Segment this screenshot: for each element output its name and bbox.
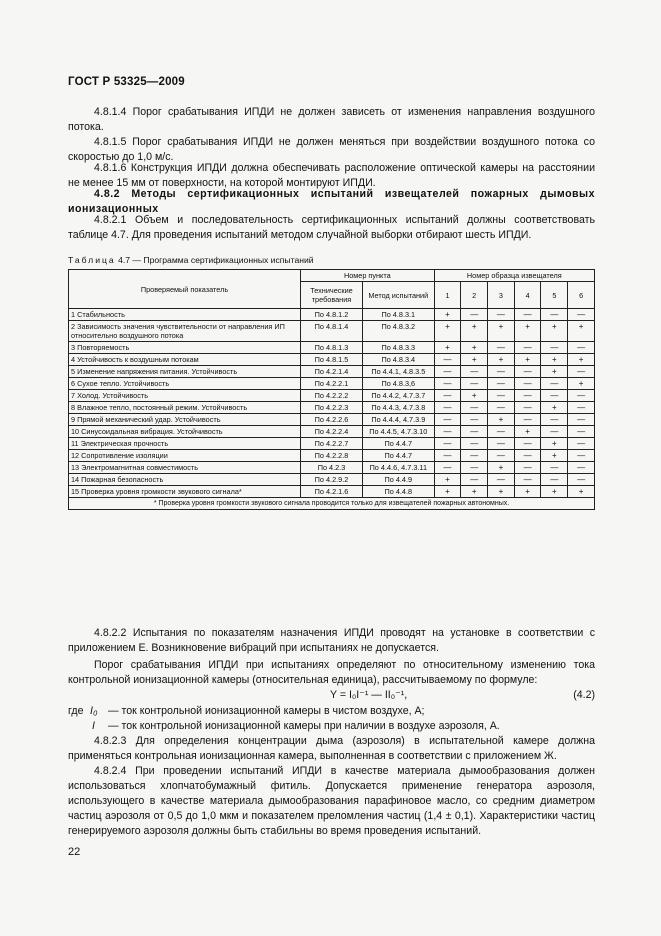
sample-6-mark: — — [568, 342, 595, 354]
paragraph-4-8-1-4: 4.8.1.4 Порог срабатывания ИПДИ не должен зависеть от изменения направления воздушного потока. — [68, 106, 595, 133]
sample-3-mark: + — [488, 462, 515, 474]
certification-program-table — [68, 269, 595, 510]
table-row — [69, 486, 595, 498]
sample-1-mark: — — [434, 426, 461, 438]
sample-4-mark: + — [514, 321, 541, 342]
table-body — [69, 309, 595, 498]
sample-4-mark: — — [514, 438, 541, 450]
sample-6-mark: — — [568, 438, 595, 450]
sample-5-mark: + — [541, 366, 568, 378]
method-clause-cell: По 4.8.3.2 — [362, 321, 434, 342]
indicator-cell: 14 Пожарная безопасность — [69, 474, 301, 486]
sample-3-mark: — — [488, 366, 515, 378]
sample-1-mark: — — [434, 438, 461, 450]
table-row — [69, 474, 595, 486]
sample-3-mark: — — [488, 402, 515, 414]
sample-3-mark: — — [488, 450, 515, 462]
sample-5-mark: + — [541, 354, 568, 366]
col-header-sample-2: 2 — [461, 282, 488, 309]
sample-6-mark: — — [568, 462, 595, 474]
table-row — [69, 354, 595, 366]
sample-6-mark: — — [568, 309, 595, 321]
sample-6-mark: + — [568, 354, 595, 366]
sample-2-mark: + — [461, 321, 488, 342]
paragraph-4-8-2-4: 4.8.2.4 При проведении испытаний ИПДИ в качестве материала дымообразования должен использоваться хлопчатобумажный фитиль. Допускается применение генератора аэрозоля, использующего в качестве материала дымообразования парафиновое масло, со средним диаметром частиц аэрозоля от 0,5 до 1,0 мкм и показателем преломления частиц (1,4 ± 0,1). Характеристики частиц генерируемого аэрозоля должны быть стабильны во время проведения испытаний. — [68, 765, 595, 837]
sample-2-mark: — — [461, 414, 488, 426]
sample-3-mark: — — [488, 378, 515, 390]
sample-2-mark: — — [461, 309, 488, 321]
symbol-i0: I₀ — [90, 705, 98, 717]
method-clause-cell: По 4.8.3.3 — [362, 342, 434, 354]
sample-6-mark: — — [568, 402, 595, 414]
sample-3-mark: + — [488, 321, 515, 342]
method-clause-cell: По 4.4.7 — [362, 438, 434, 450]
table-row — [69, 321, 595, 342]
requirement-clause-cell: По 4.2.2.4 — [300, 426, 362, 438]
sample-1-mark: — — [434, 402, 461, 414]
requirement-clause-cell: По 4.8.1.3 — [300, 342, 362, 354]
sample-5-mark: + — [541, 438, 568, 450]
indicator-cell: 12 Сопротивление изоляции — [69, 450, 301, 462]
requirement-clause-cell: По 4.8.1.5 — [300, 354, 362, 366]
sample-2-mark: — — [461, 378, 488, 390]
sample-4-mark: — — [514, 450, 541, 462]
sample-1-mark: + — [434, 486, 461, 498]
method-clause-cell: По 4.4.2, 4.7.3.7 — [362, 390, 434, 402]
sample-4-mark: — — [514, 309, 541, 321]
indicator-cell: 7 Холод. Устойчивость — [69, 390, 301, 402]
requirement-clause-cell: По 4.2.1.6 — [300, 486, 362, 498]
sample-5-mark: — — [541, 462, 568, 474]
sample-2-mark: + — [461, 354, 488, 366]
requirement-clause-cell: По 4.2.2.1 — [300, 378, 362, 390]
sample-4-mark: — — [514, 366, 541, 378]
requirement-clause-cell: По 4.8.1.4 — [300, 321, 362, 342]
method-clause-cell: По 4.8.3,6 — [362, 378, 434, 390]
sample-5-mark: — — [541, 414, 568, 426]
sample-4-mark: + — [514, 354, 541, 366]
col-header-requirements: Технические требования — [300, 282, 362, 309]
sample-4-mark: — — [514, 462, 541, 474]
table-row — [69, 309, 595, 321]
sample-1-mark: + — [434, 309, 461, 321]
paragraph-threshold-definition: Порог срабатывания ИПДИ при испытаниях определяют по относительному изменению тока контрольной ионизационной камеры (относительная единица), рассчитываемому по формуле: — [68, 659, 595, 686]
sample-6-mark: — — [568, 390, 595, 402]
sample-2-mark: — — [461, 366, 488, 378]
sample-3-mark: — — [488, 438, 515, 450]
paragraph-4-8-2-2: 4.8.2.2 Испытания по показателям назначения ИПДИ проводят на установке в соответствии с приложением Е. Возникновение вибраций при испытаниях не допускается. — [68, 627, 595, 654]
sample-5-mark: + — [541, 321, 568, 342]
method-clause-cell: По 4.4.9 — [362, 474, 434, 486]
sample-4-mark: — — [514, 390, 541, 402]
indicator-cell: 13 Электромагнитная совместимость — [69, 462, 301, 474]
sample-4-mark: — — [514, 474, 541, 486]
indicator-cell: 8 Влажное тепло, постоянный режим. Устойчивость — [69, 402, 301, 414]
table-row — [69, 402, 595, 414]
sample-3-mark: — — [488, 426, 515, 438]
requirement-clause-cell: По 4.2.1.4 — [300, 366, 362, 378]
table-row — [69, 378, 595, 390]
sample-2-mark: + — [461, 342, 488, 354]
sample-3-mark: — — [488, 309, 515, 321]
requirement-clause-cell: По 4.2.9.2 — [300, 474, 362, 486]
table-caption-label: Таблица — [68, 255, 116, 265]
paragraph-4-8-2-3: 4.8.2.3 Для определения концентрации дыма (аэрозоля) в испытательной камере должна применяться контрольная ионизационная камера, выполненная в соответствии с приложением Ж. — [68, 735, 595, 762]
sample-1-mark: — — [434, 390, 461, 402]
sample-1-mark: — — [434, 414, 461, 426]
sample-1-mark: — — [434, 450, 461, 462]
page-number: 22 — [68, 846, 81, 858]
paragraph-4-8-1-6: 4.8.1.6 Конструкция ИПДИ должна обеспечивать расположение оптической камеры на расстоянии не менее 15 мм от поверхности, на которой монтируют ИПДИ. — [68, 162, 595, 189]
requirement-clause-cell: По 4.2.3 — [300, 462, 362, 474]
where-word: где — [68, 705, 84, 717]
sample-2-mark: — — [461, 438, 488, 450]
indicator-cell: 6 Сухое тепло. Устойчивость — [69, 378, 301, 390]
table-caption-text: 4.7 — Программа сертификационных испытаний — [115, 255, 314, 265]
method-clause-cell: По 4.4.7 — [362, 450, 434, 462]
sample-6-mark: + — [568, 486, 595, 498]
where-line-1 — [68, 704, 595, 719]
indicator-cell: 9 Прямой механический удар. Устойчивость — [69, 414, 301, 426]
table-footnote: * Проверка уровня громкости звукового сигнала проводится только для извещателей пожарных автономных. — [69, 498, 595, 510]
table-caption — [68, 255, 314, 265]
method-clause-cell: По 4.4.8 — [362, 486, 434, 498]
sample-2-mark: — — [461, 462, 488, 474]
table-row — [69, 438, 595, 450]
sample-2-mark: — — [461, 450, 488, 462]
sample-1-mark: — — [434, 378, 461, 390]
sample-4-mark: — — [514, 402, 541, 414]
indicator-cell: 10 Синусоидальная вибрация. Устойчивость — [69, 426, 301, 438]
formula-number: (4.2) — [573, 689, 595, 701]
table-row — [69, 426, 595, 438]
indicator-cell: 4 Устойчивость к воздушным потокам — [69, 354, 301, 366]
method-clause-cell: По 4.4.1, 4.8.3.5 — [362, 366, 434, 378]
requirement-clause-cell: По 4.8.1.2 — [300, 309, 362, 321]
sample-1-mark: + — [434, 342, 461, 354]
definition-i0: — ток контрольной ионизационной камеры в чистом воздухе, А; — [108, 705, 425, 717]
indicator-cell: 1 Стабильность — [69, 309, 301, 321]
table-row — [69, 390, 595, 402]
requirement-clause-cell: По 4.2.2.2 — [300, 390, 362, 402]
sample-1-mark: — — [434, 462, 461, 474]
sample-4-mark: + — [514, 486, 541, 498]
method-clause-cell: По 4.4.5, 4.7.3.10 — [362, 426, 434, 438]
sample-5-mark: — — [541, 309, 568, 321]
method-clause-cell: По 4.4.4, 4.7.3.9 — [362, 414, 434, 426]
col-header-method: Метод испытаний — [362, 282, 434, 309]
sample-3-mark: — — [488, 342, 515, 354]
sample-3-mark: + — [488, 354, 515, 366]
sample-4-mark: — — [514, 414, 541, 426]
sample-6-mark: — — [568, 426, 595, 438]
sample-5-mark: — — [541, 474, 568, 486]
table-row — [69, 462, 595, 474]
requirement-clause-cell: По 4.2.2.7 — [300, 438, 362, 450]
requirement-clause-cell: По 4.2.2.3 — [300, 402, 362, 414]
col-header-sample-6: 6 — [568, 282, 595, 309]
sample-5-mark: + — [541, 402, 568, 414]
sample-2-mark: — — [461, 426, 488, 438]
sample-6-mark: + — [568, 378, 595, 390]
indicator-cell: 15 Проверка уровня громкости звукового сигнала* — [69, 486, 301, 498]
sample-3-mark: + — [488, 414, 515, 426]
paragraph-4-8-2-1: 4.8.2.1 Объем и последовательность сертификационных испытаний должны соответствовать таблице 4.7. Для проведения испытаний методом случайной выборки отбирают шесть ИПДИ. — [68, 214, 595, 241]
sample-5-mark: + — [541, 450, 568, 462]
sample-4-mark: + — [514, 426, 541, 438]
col-header-sample-4: 4 — [514, 282, 541, 309]
col-header-samples: Номер образца извещателя — [434, 270, 594, 282]
col-header-clause: Номер пункта — [300, 270, 434, 282]
sample-5-mark: — — [541, 378, 568, 390]
table-row — [69, 342, 595, 354]
method-clause-cell: По 4.4.6, 4.7.3.11 — [362, 462, 434, 474]
indicator-cell: 2 Зависимость значения чувствительности от направления ИП относительно воздушного потока — [69, 321, 301, 342]
requirement-clause-cell: По 4.2.2.6 — [300, 414, 362, 426]
sample-5-mark: — — [541, 342, 568, 354]
sample-2-mark: — — [461, 474, 488, 486]
definition-i: — ток контрольной ионизационной камеры при наличии в воздухе аэрозоля, А. — [108, 720, 500, 732]
sample-5-mark: — — [541, 426, 568, 438]
sample-4-mark: — — [514, 378, 541, 390]
formula-4-2: Y = I₀I⁻¹ — II₀⁻¹, — [330, 689, 408, 701]
indicator-cell: 3 Повторяемость — [69, 342, 301, 354]
indicator-cell: 11 Электрическая прочность — [69, 438, 301, 450]
sample-2-mark: — — [461, 402, 488, 414]
sample-6-mark: — — [568, 474, 595, 486]
method-clause-cell: По 4.8.3.1 — [362, 309, 434, 321]
sample-2-mark: + — [461, 390, 488, 402]
indicator-cell: 5 Изменение напряжения питания. Устойчивость — [69, 366, 301, 378]
sample-5-mark: + — [541, 486, 568, 498]
col-header-sample-3: 3 — [488, 282, 515, 309]
sample-2-mark: + — [461, 486, 488, 498]
sample-3-mark: — — [488, 390, 515, 402]
method-clause-cell: По 4.4.3, 4.7.3.8 — [362, 402, 434, 414]
sample-1-mark: — — [434, 366, 461, 378]
method-clause-cell: По 4.8.3.4 — [362, 354, 434, 366]
section-heading-4-8-2: 4.8.2 Методы сертификационных испытаний извещателей пожарных дымовых ионизационных — [68, 188, 595, 215]
paragraph-4-8-1-5: 4.8.1.5 Порог срабатывания ИПДИ не должен меняться при воздействии воздушного потока со скоростью до 1,0 м/с. — [68, 136, 595, 163]
sample-6-mark: + — [568, 321, 595, 342]
sample-6-mark: — — [568, 366, 595, 378]
sample-1-mark: — — [434, 354, 461, 366]
sample-6-mark: — — [568, 450, 595, 462]
sample-1-mark: + — [434, 474, 461, 486]
table-row — [69, 366, 595, 378]
sample-3-mark: + — [488, 486, 515, 498]
col-header-sample-5: 5 — [541, 282, 568, 309]
col-header-indicator: Проверяемый показатель — [69, 270, 301, 309]
requirement-clause-cell: По 4.2.2.8 — [300, 450, 362, 462]
sample-6-mark: — — [568, 414, 595, 426]
document-header: ГОСТ Р 53325—2009 — [68, 76, 185, 88]
sample-4-mark: — — [514, 342, 541, 354]
where-line-2 — [68, 719, 595, 734]
table-row — [69, 450, 595, 462]
symbol-i: I — [92, 720, 95, 732]
sample-5-mark: — — [541, 390, 568, 402]
sample-1-mark: + — [434, 321, 461, 342]
col-header-sample-1: 1 — [434, 282, 461, 309]
sample-3-mark: — — [488, 474, 515, 486]
table-row — [69, 414, 595, 426]
